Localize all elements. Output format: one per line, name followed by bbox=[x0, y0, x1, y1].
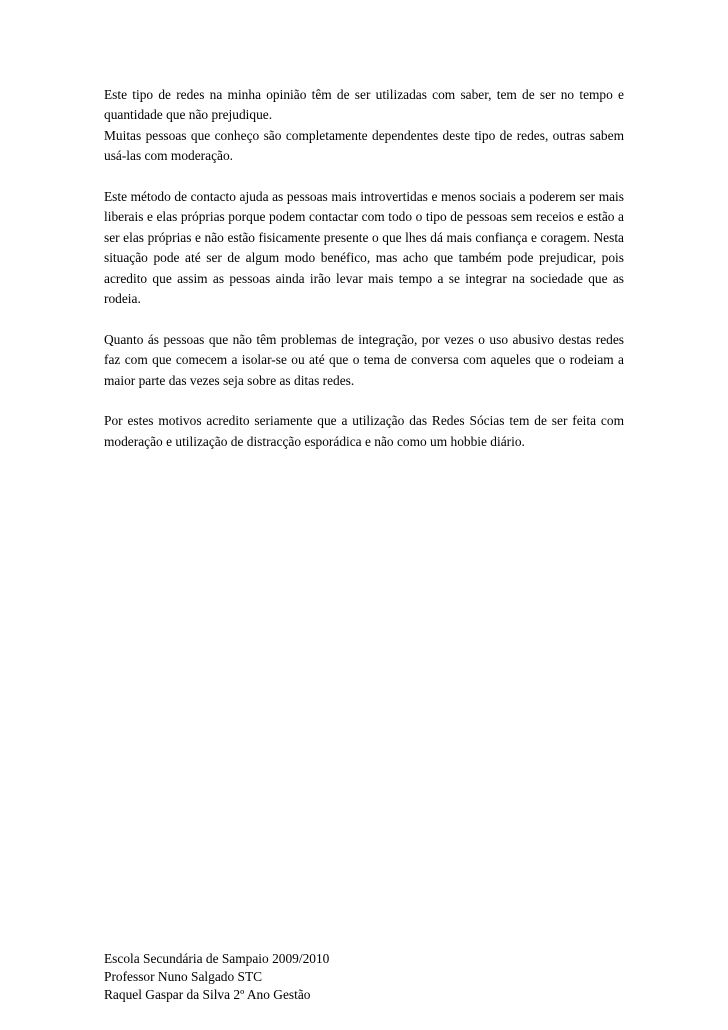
paragraph-integration: Quanto ás pessoas que não têm problemas de integração, por vezes o uso abusivo destas redes faz com que comecem a isolar-se ou até que o tema de conversa com aqueles que o rodeiam a maior parte das vezes seja sobre as ditas redes. bbox=[104, 331, 624, 388]
paragraph-conclusion: Por estes motivos acredito seriamente que a utilização das Redes Sócias tem de ser feita com moderação e utilização de distracção esporádica e não como um hobbie diário. bbox=[104, 413, 624, 449]
paragraph-contact-method: Este método de contacto ajuda as pessoas mais introvertidas e menos sociais a poderem ser mais liberais e elas próprias porque podem contactar com todo o tipo de pessoas sem receios e estão a ser elas próprias e não estão fisicamente presente o que lhes dá mais confiança e coragem. Nesta situação pode até ser de algum modo benéfico, mas acho que também pode prejudicar, pois acredito que assim as pessoas ainda irão levar mais tempo a se integrar na sociedade que as rodeia. bbox=[104, 189, 624, 307]
document-body bbox=[104, 85, 624, 452]
footer-student: Raquel Gaspar da Silva 2º Ano Gestão bbox=[104, 987, 311, 1002]
paragraph-intro: Este tipo de redes na minha opinião têm de ser utilizadas com saber, tem de ser no tempo e quantidade que não prejudique. bbox=[104, 87, 624, 123]
document-footer bbox=[104, 950, 504, 1004]
paragraph-dependence: Muitas pessoas que conheço são completamente dependentes deste tipo de redes, outras sabem usá-las com moderação. bbox=[104, 127, 624, 164]
footer-school: Escola Secundária de Sampaio 2009/2010 bbox=[104, 951, 330, 966]
footer-professor: Professor Nuno Salgado STC bbox=[104, 969, 263, 984]
